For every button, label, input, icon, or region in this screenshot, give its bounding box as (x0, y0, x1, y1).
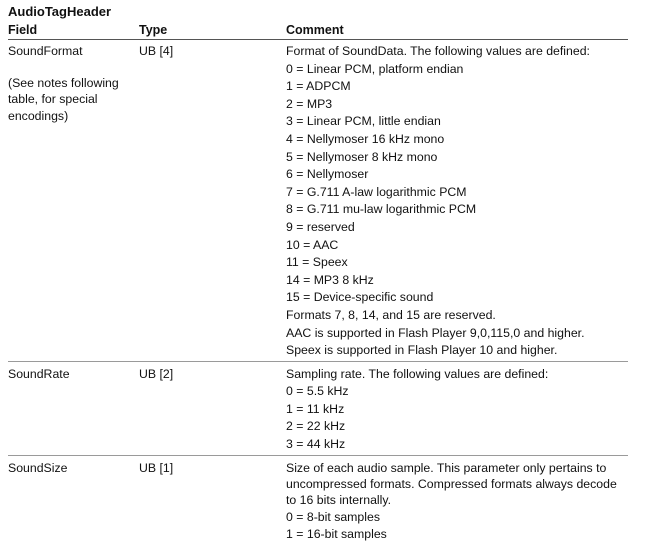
comment-line: 1 = 16-bit samples (286, 527, 387, 542)
comment-line: 2 = MP3 (286, 96, 333, 111)
comment-line: Speex is supported in Flash Player 10 and higher. (286, 343, 558, 358)
field-cell (8, 455, 139, 545)
comment-cell (286, 455, 628, 545)
comment-line: 2 = 22 kHz (286, 419, 346, 434)
comment-line: 3 = 44 kHz (286, 437, 346, 452)
field-note-line: table, for special (8, 92, 98, 107)
type-value: UB [4] (139, 44, 174, 58)
comment-line: 9 = reserved (286, 219, 355, 234)
column-header-field: Field (8, 21, 139, 40)
comment-line: 0 = 5.5 kHz (286, 384, 349, 399)
comment-line: 8 = G.711 mu-law logarithmic PCM (286, 202, 477, 217)
header-row (8, 21, 628, 40)
type-cell (139, 40, 286, 362)
comment-line: Size of each audio sample. This parameter only pertains to uncompressed formats. Compressed formats always decode to 16 bits internally. (286, 460, 617, 508)
table-row-soundsize (8, 455, 628, 545)
comment-line: 1 = 11 kHz (286, 401, 345, 416)
column-header-type: Type (139, 21, 286, 40)
comment-line: 10 = AAC (286, 237, 339, 252)
comment-line: 0 = Linear PCM, platform endian (286, 61, 464, 76)
field-name: SoundFormat (8, 44, 83, 58)
field-cell (8, 40, 139, 362)
comment-cell (286, 361, 628, 455)
comment-line: 3 = Linear PCM, little endian (286, 114, 441, 129)
comment-line: AAC is supported in Flash Player 9,0,115,0 and higher. (286, 325, 585, 340)
comment-line: 0 = 8-bit samples (286, 509, 380, 524)
comment-line: 6 = Nellymoser (286, 167, 369, 182)
type-cell (139, 361, 286, 455)
field-note-line: encodings) (8, 108, 69, 123)
type-value: UB [2] (139, 366, 174, 381)
column-header-comment: Comment (286, 21, 628, 40)
type-value: UB [1] (139, 460, 174, 475)
field-note (8, 75, 139, 125)
comment-line: Sampling rate. The following values are defined: (286, 366, 549, 381)
comment-line: 7 = G.711 A-law logarithmic PCM (286, 184, 467, 199)
comment-line: Formats 7, 8, 14, and 15 are reserved. (286, 307, 496, 322)
table-row-soundformat (8, 40, 628, 362)
field-name: SoundSize (8, 460, 68, 475)
comment-line: 11 = Speex (286, 255, 348, 270)
comment-cell (286, 40, 628, 362)
field-name: SoundRate (8, 366, 70, 381)
comment-line: Format of SoundData. The following values are defined: (286, 44, 590, 58)
comment-line: 14 = MP3 8 kHz (286, 272, 374, 287)
table-title: AudioTagHeader (8, 4, 112, 19)
table-row-soundrate (8, 361, 628, 455)
field-note-line: (See notes following (8, 75, 119, 90)
audio-tag-header-table (8, 21, 628, 545)
comment-line: 4 = Nellymoser 16 kHz mono (286, 131, 445, 146)
comment-line: 1 = ADPCM (286, 79, 351, 94)
comment-line: 5 = Nellymoser 8 kHz mono (286, 149, 438, 164)
type-cell (139, 455, 286, 545)
comment-line: 15 = Device-specific sound (286, 290, 434, 305)
field-cell (8, 361, 139, 455)
